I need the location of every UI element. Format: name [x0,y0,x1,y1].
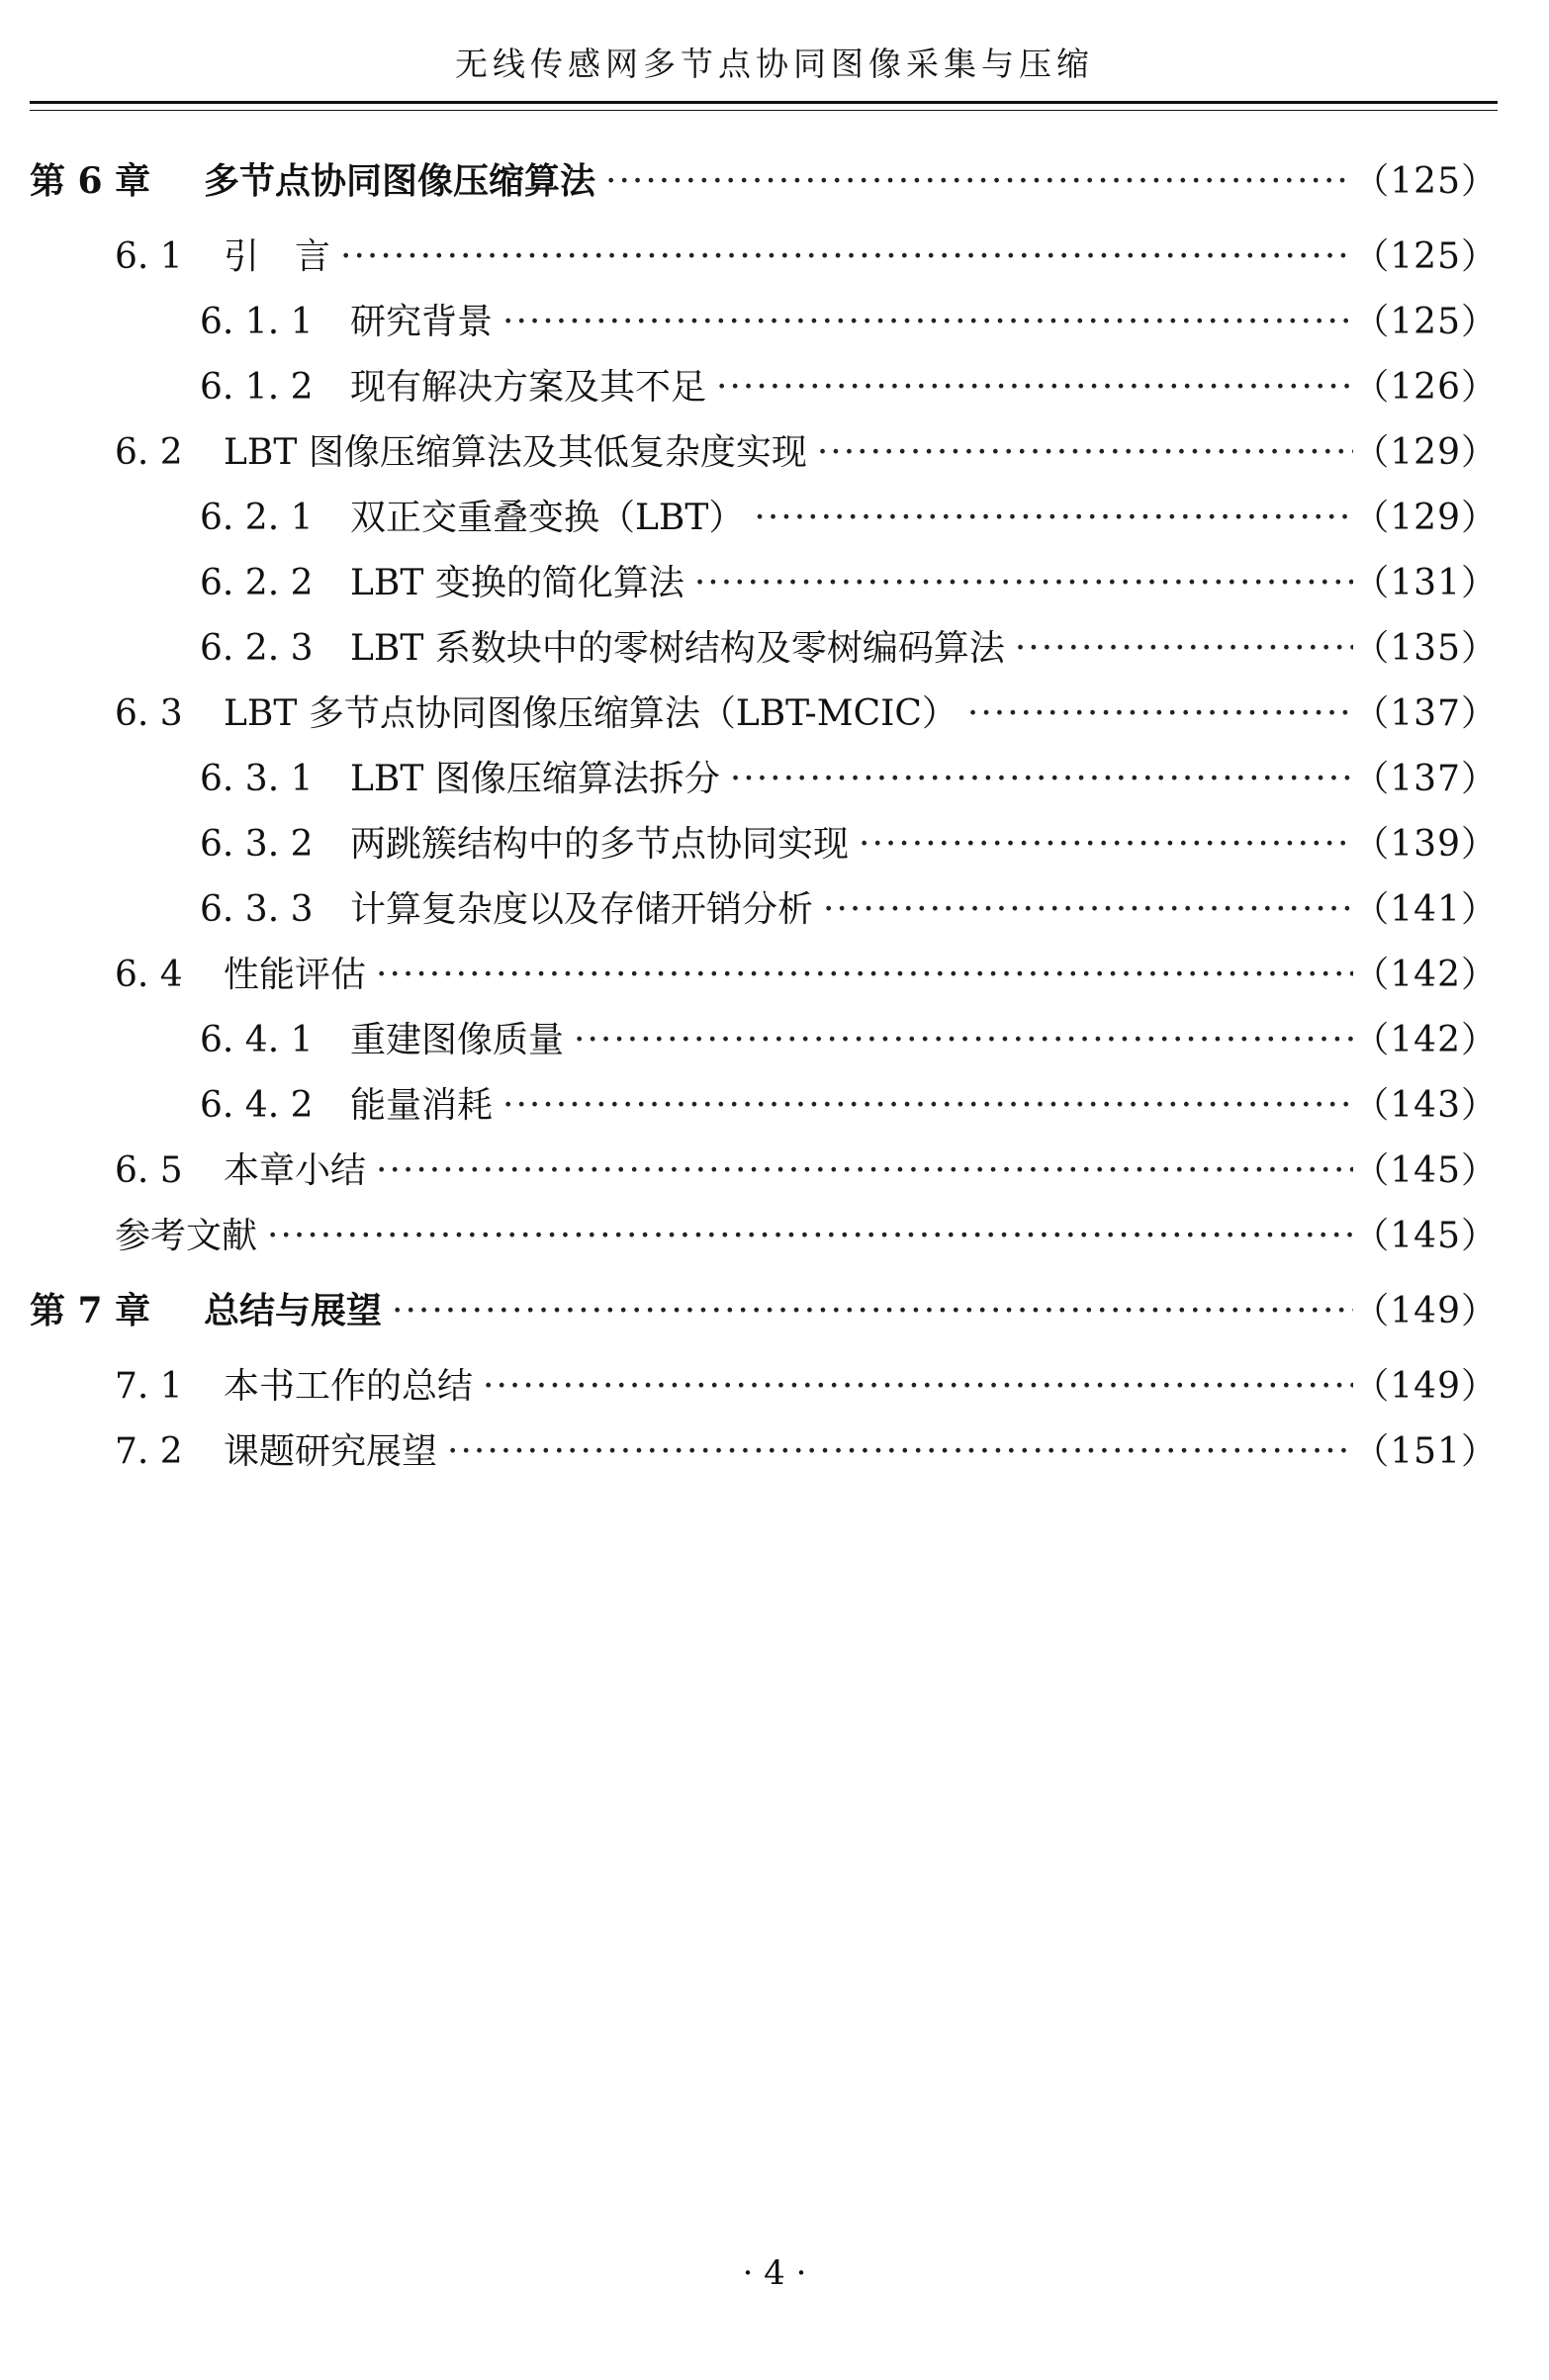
toc-title: 总结与展望 [204,1290,383,1331]
dot-leader [1005,628,1353,669]
toc-title: 引 言 [224,236,331,277]
header-rule-thick [30,101,1498,104]
toc-page: （129） [1353,432,1498,473]
dot-leader [564,1020,1353,1060]
toc-entry-7-1[interactable] [30,1358,1498,1423]
toc-title: LBT 图像压缩算法拆分 [350,759,720,799]
toc-title: 参考文献 [115,1216,258,1256]
toc-entry-6-3[interactable] [30,686,1498,751]
toc-entry-chapter-7[interactable] [30,1283,1498,1358]
toc-number: 7. 1 [115,1366,183,1407]
toc-number: 6. 1. 2 [200,367,314,408]
toc-number: 6. 5 [115,1150,183,1191]
toc-number: 6. 2 [115,432,183,473]
toc-entry-6-4-2[interactable] [30,1077,1498,1143]
toc-page: （125） [1353,161,1498,202]
dot-leader [807,432,1353,473]
dot-leader [493,302,1353,342]
dot-leader [366,1150,1353,1191]
toc-entry-6-2-3[interactable] [30,620,1498,686]
toc-number: 6. 4 [115,955,183,995]
header-rule-thin [30,110,1498,111]
toc-number: 6. 1. 1 [200,302,314,342]
dot-leader [813,889,1353,930]
toc-title: 本章小结 [224,1150,367,1191]
toc-page: （131） [1353,563,1498,603]
dot-leader [493,1085,1353,1126]
toc-page: （151） [1353,1431,1498,1472]
toc-title: 计算复杂度以及存储开销分析 [350,889,814,930]
toc-title: 性能评估 [224,955,367,995]
toc-title: LBT 多节点协同图像压缩算法（LBT-MCIC） [224,693,957,734]
toc-page: （141） [1353,889,1498,930]
toc-entry-6-4-1[interactable] [30,1012,1498,1077]
toc-number: 6. 3. 2 [200,824,314,865]
toc-title: 重建图像质量 [350,1020,565,1060]
toc-page: （125） [1353,236,1498,277]
toc-title: 现有解决方案及其不足 [350,367,707,408]
toc-entry-6-4[interactable] [30,947,1498,1012]
toc-entry-6-3-3[interactable] [30,881,1498,947]
toc-page: （142） [1353,1020,1498,1060]
toc-page: （135） [1353,628,1498,669]
toc-number: 6. 1 [115,236,183,277]
page-number: · 4 · [742,2253,807,2293]
toc-entry-references[interactable] [30,1208,1498,1273]
dot-leader [744,498,1353,538]
toc-title: LBT 图像压缩算法及其低复杂度实现 [224,432,807,473]
toc-entry-6-2-1[interactable] [30,490,1498,555]
toc-number: 6. 3. 3 [200,889,314,930]
dot-leader [437,1431,1353,1472]
toc-page: （142） [1353,955,1498,995]
toc-page: （126） [1353,367,1498,408]
dot-leader [366,955,1353,995]
toc-number: 第 7 章 [30,1290,151,1331]
toc-entry-6-5[interactable] [30,1143,1498,1208]
dot-leader [957,693,1353,734]
toc-page: （149） [1353,1366,1498,1407]
dot-leader [257,1216,1353,1256]
dot-leader [849,824,1353,865]
toc-title: 两跳簇结构中的多节点协同实现 [350,824,850,865]
toc-entry-6-2-2[interactable] [30,555,1498,620]
toc-page: （149） [1353,1291,1498,1331]
toc-page: （145） [1353,1216,1498,1256]
toc-entry-6-1-2[interactable] [30,359,1498,424]
table-of-contents [30,153,1498,1489]
toc-entry-6-1-1[interactable] [30,294,1498,359]
toc-title: 研究背景 [350,302,494,342]
dot-leader [382,1291,1353,1331]
toc-page: （137） [1353,759,1498,799]
toc-title: LBT 变换的简化算法 [350,563,684,603]
dot-leader [473,1366,1353,1407]
toc-title: 双正交重叠变换（LBT） [350,498,745,538]
toc-number: 第 6 章 [30,160,151,202]
toc-page: （139） [1353,824,1498,865]
toc-page: （137） [1353,693,1498,734]
toc-number: 6. 3. 1 [200,759,314,799]
dot-leader [330,236,1353,277]
toc-page: （125） [1353,302,1498,342]
toc-title: 能量消耗 [350,1085,494,1126]
toc-title: 多节点协同图像压缩算法 [204,160,596,202]
toc-page: （129） [1353,498,1498,538]
running-header: 无线传感网多节点协同图像采集与压缩 [455,45,1094,83]
toc-number: 6. 2. 3 [200,628,314,669]
toc-entry-6-3-1[interactable] [30,751,1498,816]
toc-number: 6. 4. 2 [200,1085,314,1126]
toc-entry-6-2[interactable] [30,424,1498,490]
toc-entry-chapter-6[interactable] [30,153,1498,229]
toc-entry-7-2[interactable] [30,1423,1498,1489]
toc-page: （145） [1353,1150,1498,1191]
toc-title: 课题研究展望 [224,1431,438,1472]
toc-number: 6. 2. 2 [200,563,314,603]
dot-leader [595,161,1353,202]
toc-title: 本书工作的总结 [224,1366,474,1407]
toc-entry-6-1[interactable] [30,229,1498,294]
toc-number: 6. 4. 1 [200,1020,314,1060]
dot-leader [720,759,1353,799]
toc-number: 6. 2. 1 [200,498,314,538]
dot-leader [706,367,1353,408]
toc-number: 7. 2 [115,1431,183,1472]
toc-page: （143） [1353,1085,1498,1126]
toc-entry-6-3-2[interactable] [30,816,1498,881]
toc-title: LBT 系数块中的零树结构及零树编码算法 [350,628,1005,669]
dot-leader [684,563,1353,603]
toc-number: 6. 3 [115,693,183,734]
